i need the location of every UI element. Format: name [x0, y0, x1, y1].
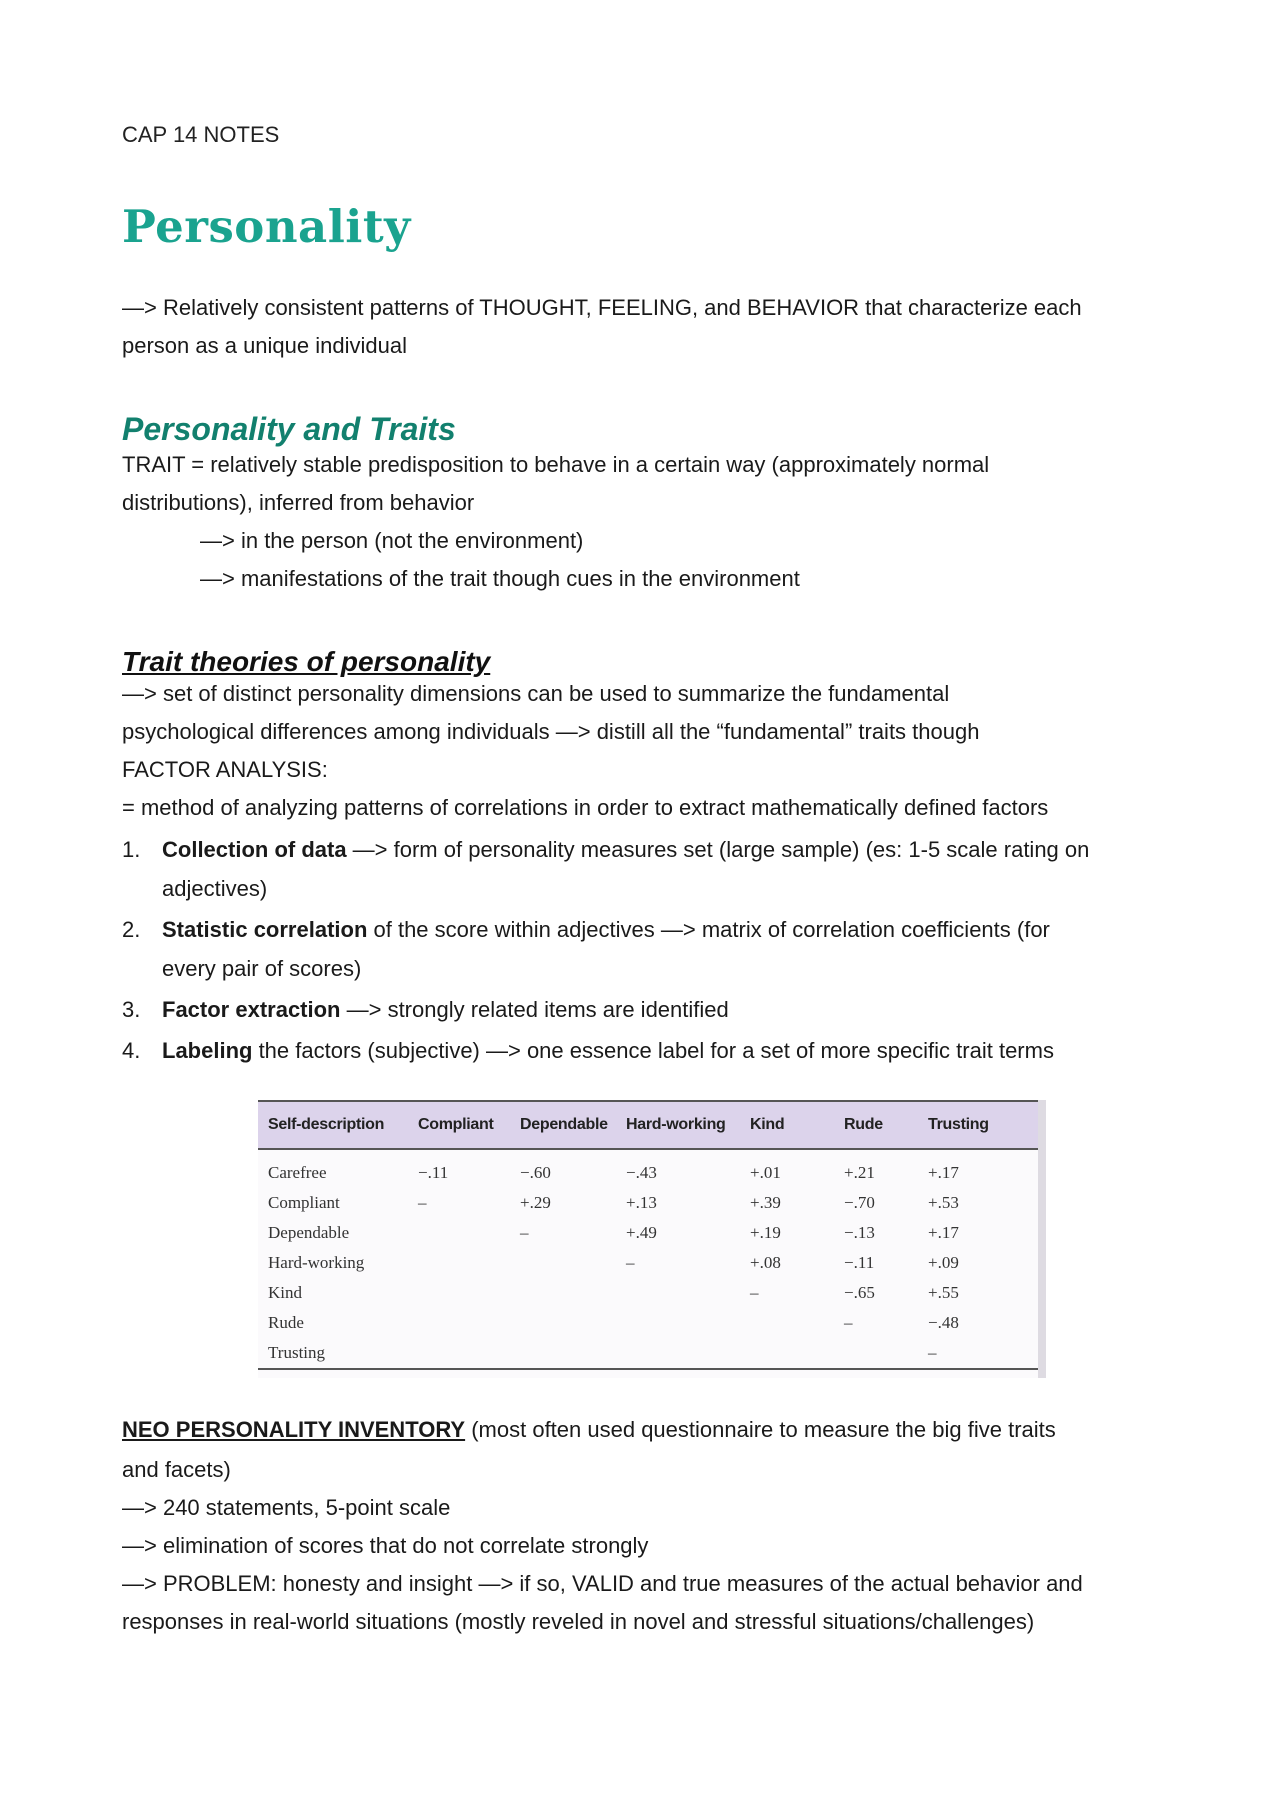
- table-cell: [616, 1338, 740, 1369]
- table-cell: +.01: [750, 1163, 781, 1182]
- table-cell: +.08: [750, 1253, 781, 1272]
- table-row: [258, 1248, 1038, 1278]
- neo-title: NEO PERSONALITY INVENTORY: [122, 1417, 466, 1442]
- definition-line-1: —> Relatively consistent patterns of THOUGHT, FEELING, and BEHAVIOR that characterize each: [122, 295, 1082, 320]
- table-cell: [510, 1308, 616, 1338]
- column-header: Kind: [740, 1101, 834, 1149]
- table-row: [258, 1308, 1038, 1338]
- table-cell: −.70: [844, 1193, 875, 1212]
- table-cell: [408, 1338, 510, 1369]
- list-item: 4. Labeling the factors (subjective) —> one essence label for a set of more specific trait terms: [122, 1038, 1054, 1063]
- traits-line-1: TRAIT = relatively stable predisposition to behave in a certain way (approximately normal: [122, 452, 990, 477]
- table-cell: [740, 1338, 834, 1369]
- row-label: Trusting: [258, 1338, 408, 1369]
- neo-line-4: responses in real-world situations (mostly reveled in novel and stressful situations/challenges): [122, 1609, 1035, 1634]
- table-cell: +.53: [928, 1193, 959, 1212]
- definition-line-2: person as a unique individual: [122, 333, 407, 358]
- table-cell: −.11: [418, 1163, 449, 1182]
- neo-line-1: —> 240 statements, 5-point scale: [122, 1495, 451, 1520]
- traits-bullet-2: —> manifestations of the trait though cues in the environment: [200, 566, 800, 591]
- traits-bullet-1: —> in the person (not the environment): [200, 528, 584, 553]
- table-cell: −.65: [844, 1283, 875, 1302]
- table-row: [258, 1338, 1038, 1369]
- traits-line-2: distributions), inferred from behavior: [122, 490, 475, 515]
- theories-line-1: —> set of distinct personality dimensions can be used to summarize the fundamental: [122, 681, 950, 706]
- table-row: [258, 1278, 1038, 1308]
- table-cell: –: [918, 1338, 1038, 1369]
- table-cell: [740, 1308, 834, 1338]
- list-item: 1. Collection of data —> form of personality measures set (large sample) (es: 1-5 scale rating on adjectives): [122, 837, 1090, 901]
- table-row: [258, 1218, 1038, 1248]
- table-cell: –: [750, 1283, 759, 1302]
- table-cell: −.48: [928, 1313, 959, 1332]
- row-label: Compliant: [268, 1193, 340, 1212]
- table-cell: −.43: [626, 1163, 657, 1182]
- row-label: Kind: [268, 1283, 302, 1302]
- table-header-row: [258, 1101, 1038, 1149]
- page-title: Personality: [122, 200, 411, 253]
- traits-heading: Personality and Traits: [122, 411, 456, 447]
- list-item: 3. Factor extraction —> strongly related items are identified: [122, 997, 729, 1022]
- table-cell: +.17: [928, 1223, 959, 1242]
- table-cell: [616, 1308, 740, 1338]
- table-cell: [408, 1218, 510, 1248]
- table-cell: [408, 1248, 510, 1278]
- table-cell: [510, 1248, 616, 1278]
- table-cell: [616, 1278, 740, 1308]
- table-cell: [510, 1278, 616, 1308]
- neo-line-cont: and facets): [122, 1457, 231, 1482]
- column-header: Dependable: [510, 1101, 616, 1149]
- theories-line-4: = method of analyzing patterns of correlations in order to extract mathematically defined factors: [122, 795, 1049, 820]
- factor-analysis-steps: [122, 830, 1182, 1072]
- table-cell: +.19: [750, 1223, 781, 1242]
- row-label: Rude: [268, 1313, 304, 1332]
- table-cell: +.55: [928, 1283, 959, 1302]
- row-label: Dependable: [268, 1223, 350, 1242]
- table-cell: [510, 1338, 616, 1369]
- column-header: Compliant: [408, 1101, 510, 1149]
- table-cell: +.17: [928, 1163, 959, 1182]
- table-cell: [408, 1308, 510, 1338]
- table-cell: –: [418, 1193, 427, 1212]
- neo-line-3: —> PROBLEM: honesty and insight —> if so, VALID and true measures of the actual behavior and: [122, 1571, 1083, 1596]
- table-cell: +.39: [750, 1193, 781, 1212]
- list-item: 2. Statistic correlation of the score within adjectives —> matrix of correlation coefficients (for every pair of scores): [122, 917, 1050, 981]
- column-header: Hard-working: [616, 1101, 740, 1149]
- document-header: CAP 14 NOTES: [122, 122, 280, 147]
- theories-line-3: FACTOR ANALYSIS:: [122, 757, 328, 782]
- table-cell: +.09: [928, 1253, 959, 1272]
- column-header: Rude: [834, 1101, 918, 1149]
- neo-line-2: —> elimination of scores that do not correlate strongly: [122, 1533, 649, 1558]
- table-cell: +.49: [626, 1223, 657, 1242]
- correlation-table-image: [258, 1100, 1046, 1378]
- neo-line-title: NEO PERSONALITY INVENTORY (most often used questionnaire to measure the big five traits: [122, 1417, 1056, 1442]
- table-cell: +.21: [844, 1163, 875, 1182]
- row-label: Hard-working: [268, 1253, 365, 1272]
- table-row: [258, 1188, 1038, 1218]
- table-cell: –: [520, 1223, 529, 1242]
- table-cell: +.29: [520, 1193, 551, 1212]
- table-cell: −.11: [844, 1253, 875, 1272]
- theories-line-2: psychological differences among individuals —> distill all the “fundamental” traits though: [122, 719, 980, 744]
- column-header: Trusting: [918, 1101, 1038, 1149]
- table-cell: −.13: [844, 1223, 875, 1242]
- row-label: Carefree: [268, 1163, 327, 1182]
- correlation-table: [258, 1100, 1038, 1370]
- column-header: Self-description: [258, 1101, 408, 1149]
- theories-heading: Trait theories of personality: [122, 646, 491, 677]
- table-cell: [408, 1278, 510, 1308]
- table-cell: –: [844, 1313, 853, 1332]
- table-cell: +.13: [626, 1193, 657, 1212]
- table-cell: –: [626, 1253, 635, 1272]
- table-cell: [834, 1338, 918, 1369]
- table-row: [258, 1149, 1038, 1188]
- table-cell: −.60: [520, 1163, 551, 1182]
